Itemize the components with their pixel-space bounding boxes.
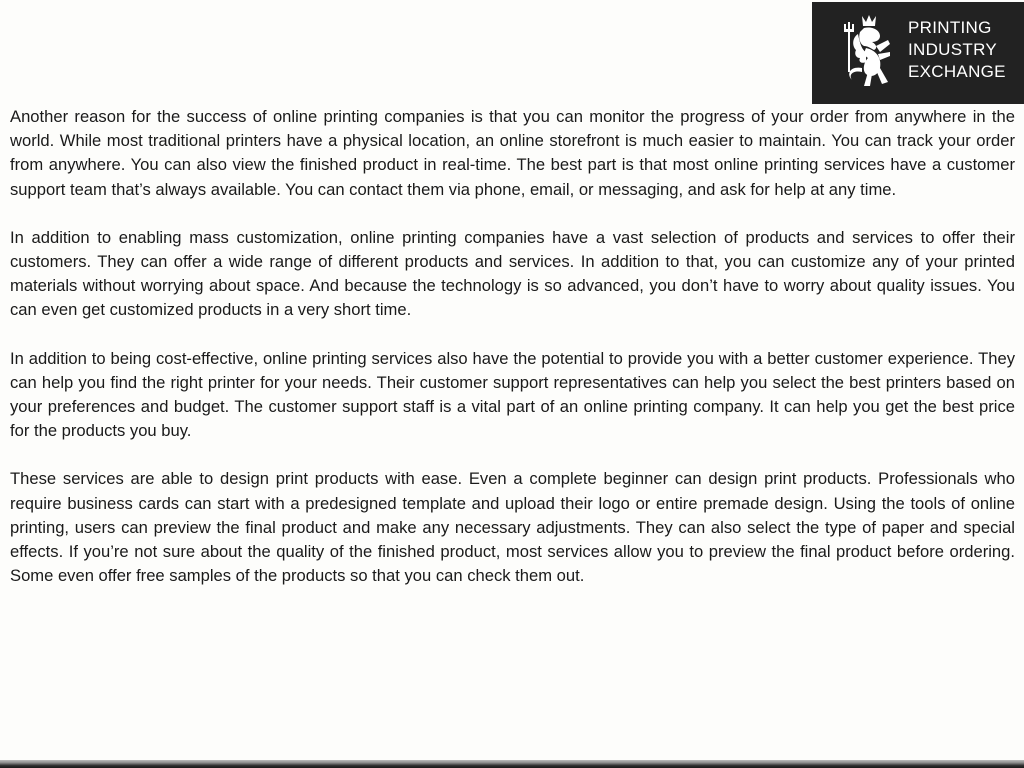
bottom-divider — [0, 760, 1024, 768]
logo-line-2: INDUSTRY — [908, 40, 997, 59]
logo-line-3: EXCHANGE — [908, 62, 1006, 81]
paragraph: Another reason for the success of online printing companies is that you can monitor the progress of your order from anywhere in the world. While most traditional printers have a physical location, an online storefront is much easier to maintain. You can track your order from anywhere. You can also view the finished product in real-time. The best part is that most online printing services have a customer support team that’s always available. You can contact them via phone, email, or messaging, and ask for help at any time. — [10, 107, 1015, 199]
article-body — [10, 105, 1015, 612]
brand-logo — [812, 2, 1024, 104]
logo-wordmark — [908, 17, 1006, 83]
paragraph: In addition to enabling mass customization, online printing companies have a vast selection of products and services to offer their customers. They can offer a wide range of different products and services. In addition to that, you can customize any of your printed materials without worrying about space. And because the technology is so advanced, you don’t have to worry about quality issues. You can even get customized products in a very short time. — [10, 227, 1015, 320]
rampant-lion-icon — [842, 12, 896, 92]
logo-line-1: PRINTING — [908, 18, 992, 37]
paragraph: These services are able to design print products with ease. Even a complete beginner can design print products. Professionals who require business cards can start with a predesigned template and upload their logo or entire premade design. Using the tools of online printing, users can preview the final product and make any necessary adjustments. They can also select the type of paper and special effects. If you’re not sure about the quality of the finished product, most services allow you to preview the final product before ordering. Some even offer free samples of the products so that you can check them out. — [10, 469, 1015, 586]
paragraph: In addition to being cost-effective, online printing services also have the potential to provide you with a better customer experience. They can help you find the right printer for your needs. Their customer support representatives can help you select the best printers based on your preferences and budget. The customer support staff is a vital part of an online printing company. It can help you get the best price for the products you buy. — [10, 348, 1015, 441]
